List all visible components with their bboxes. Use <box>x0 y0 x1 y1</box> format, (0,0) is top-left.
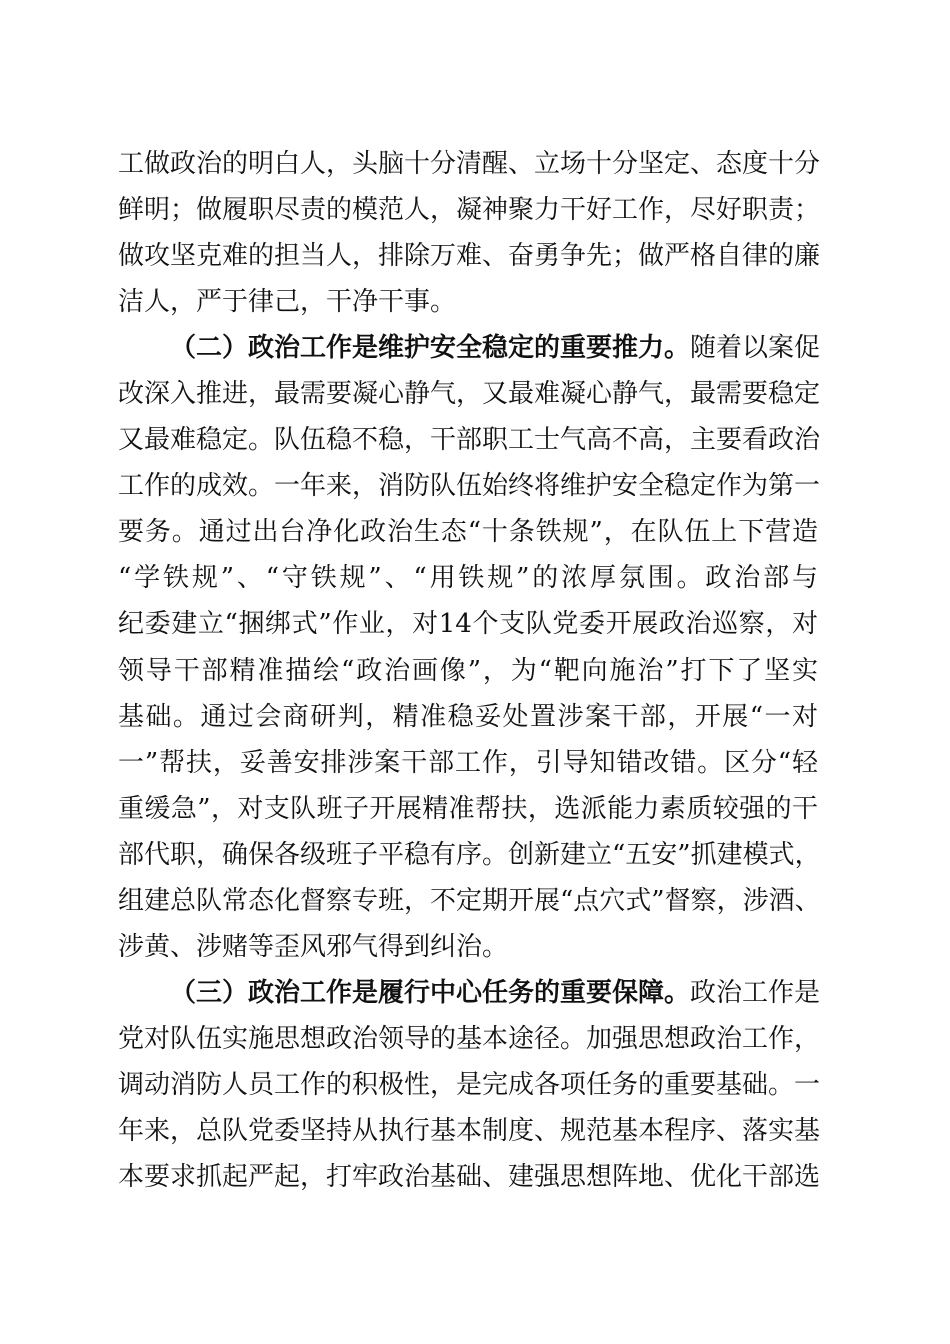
text-line <box>118 187 821 233</box>
text-segment: 一”帮扶，妥善安排涉案干部工作，引导知错改错。区分“轻 <box>118 747 818 778</box>
text-line <box>118 740 818 786</box>
text-segment: 本要求抓起严起，打牢政治基础、建强思想阵地、优化干部选 <box>118 1162 821 1193</box>
text-line <box>118 1108 821 1154</box>
body-text <box>118 141 821 1200</box>
text-line <box>118 463 821 509</box>
text-segment: 部代职，确保各级班子平稳有序。创新建立“五安”抓建模式， <box>118 839 821 870</box>
text-line <box>118 694 818 740</box>
text-line <box>118 141 821 187</box>
text-line <box>118 832 821 878</box>
text-segment: 鲜明；做履职尽责的模范人，凝神聚力干好工作，尽好职责； <box>118 195 821 226</box>
text-segment: 洁人，严于律己，干净干事。 <box>118 287 457 318</box>
text-segment: 涉黄、涉赌等歪风邪气得到纠治。 <box>118 931 509 962</box>
text-segment: 重缓急”，对支队班子开展精准帮扶，选派能力素质较强的干 <box>118 793 818 824</box>
text-segment: 随着以案促 <box>690 333 821 364</box>
text-line <box>118 555 818 601</box>
text-segment: “学铁规”、“守铁规”、“用铁规”的浓厚氛围。政治部与 <box>118 563 818 594</box>
text-segment: 改深入推进，最需要凝心静气，又最难凝心静气，最需要稳定 <box>118 379 821 410</box>
text-segment: 党对队伍实施思想政治领导的基本途径。加强思想政治工作， <box>118 1023 821 1054</box>
text-segment: 领导干部精准描绘“政治画像”，为“靶向施治”打下了坚实 <box>118 655 818 686</box>
text-segment: 工作的成效。一年来，消防队伍始终将维护安全稳定作为第一 <box>118 471 821 502</box>
text-line <box>118 601 818 647</box>
text-line <box>118 509 818 555</box>
text-segment: 工做政治的明白人，头脑十分清醒、立场十分坚定、态度十分 <box>118 149 821 179</box>
text-segment: 做攻坚克难的担当人，排除万难、奋勇争先；做严格自律的廉 <box>118 241 821 272</box>
text-line <box>118 924 818 970</box>
text-line <box>118 1154 821 1200</box>
text-line <box>118 417 821 463</box>
text-line <box>118 878 821 924</box>
text-line <box>118 786 818 832</box>
text-segment: 政治工作是 <box>690 977 821 1008</box>
paragraph-first-line <box>118 970 821 1016</box>
paragraph-first-line <box>118 325 821 371</box>
text-segment: 又最难稳定。队伍稳不稳，干部职工士气高不高，主要看政治 <box>118 425 821 456</box>
section-heading: （三）政治工作是履行中心任务的重要保障。 <box>170 977 691 1008</box>
text-line <box>118 279 818 325</box>
text-segment: 调动消防人员工作的积极性，是完成各项任务的重要基础。一 <box>118 1069 821 1100</box>
text-segment: 基础。通过会商研判，精准稳妥处置涉案干部，开展“一对 <box>118 701 818 732</box>
text-segment: 纪委建立“捆绑式”作业，对14个支队党委开展政治巡察，对 <box>118 609 818 640</box>
text-line <box>118 1016 821 1062</box>
text-line <box>118 371 821 417</box>
section-heading: （二）政治工作是维护安全稳定的重要推力。 <box>170 333 691 364</box>
text-segment: 年来，总队党委坚持从执行基本制度、规范基本程序、落实基 <box>118 1115 821 1146</box>
text-line <box>118 233 821 279</box>
text-line <box>118 1062 821 1108</box>
text-line <box>118 648 818 694</box>
text-segment: 组建总队常态化督察专班，不定期开展“点穴式”督察，涉酒、 <box>118 885 821 916</box>
text-segment: 要务。通过出台净化政治生态“十条铁规”，在队伍上下营造 <box>118 517 818 548</box>
